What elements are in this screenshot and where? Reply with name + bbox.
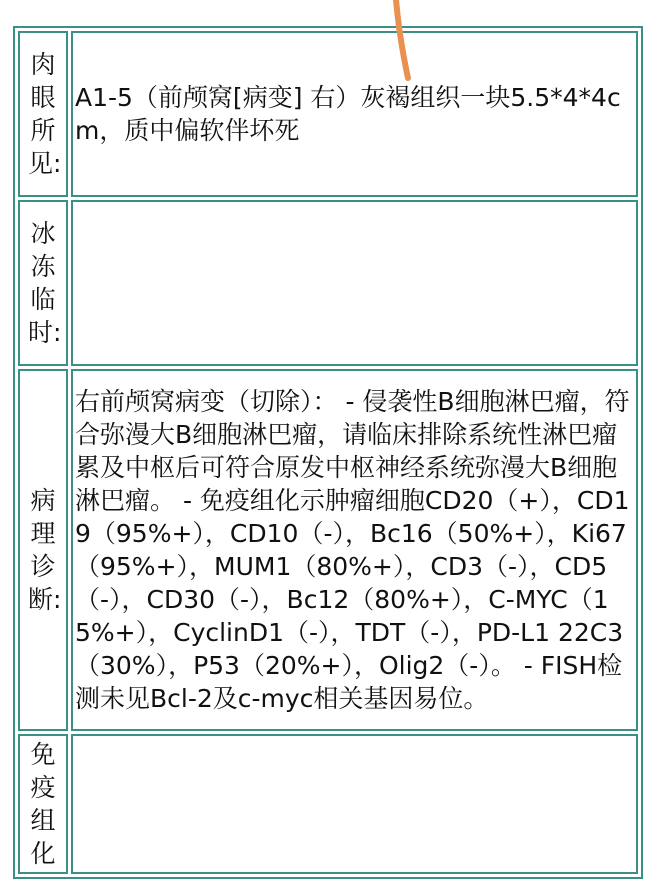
gross-findings-content: A1-5（前颅窝[病变] 右）灰褐组织一块5.5*4*4cm，质中偏软伴坏死 <box>71 31 638 197</box>
pathology-diagnosis-label-cell <box>18 369 68 731</box>
frozen-section-label: 冰冻临时: <box>28 219 62 347</box>
gross-findings-row <box>18 31 638 197</box>
immunohistochemistry-row <box>18 734 638 874</box>
immunohistochemistry-label-cell <box>18 734 68 874</box>
immunohistochemistry-label: 免疫组化 <box>30 740 56 868</box>
pathology-diagnosis-label: 病理诊断: <box>28 486 62 614</box>
immunohistochemistry-content <box>71 734 638 874</box>
pathology-diagnosis-content: 右前颅窝病变（切除）： - 侵袭性B细胞淋巴瘤，符合弥漫大B细胞淋巴瘤，请临床排除系统性淋巴瘤累及中枢后可符合原发中枢神经系统弥漫大B细胞淋巴瘤。 - 免疫组化示肿瘤细胞CD20（+），CD19（95%+），CD10（-），Bc16（50%+），Ki67（95%+），MUM1（80%+），CD3（-），CD5（-），CD30（-），Bc12（80%+），C-MYC（15%+），CyclinD1（-），TDT（-），PD-L1 22C3（30%），P53（20%+），Olig2（-）。 - FISH检测未见Bcl-2及c-myc相关基因易位。 <box>71 369 638 731</box>
pathology-report-table <box>13 26 643 879</box>
gross-findings-label: 肉眼所见: <box>28 50 62 178</box>
pathology-diagnosis-row <box>18 369 638 731</box>
gross-findings-label-cell <box>18 31 68 197</box>
frozen-section-label-cell <box>18 200 68 366</box>
frozen-section-row <box>18 200 638 366</box>
frozen-section-content <box>71 200 638 366</box>
